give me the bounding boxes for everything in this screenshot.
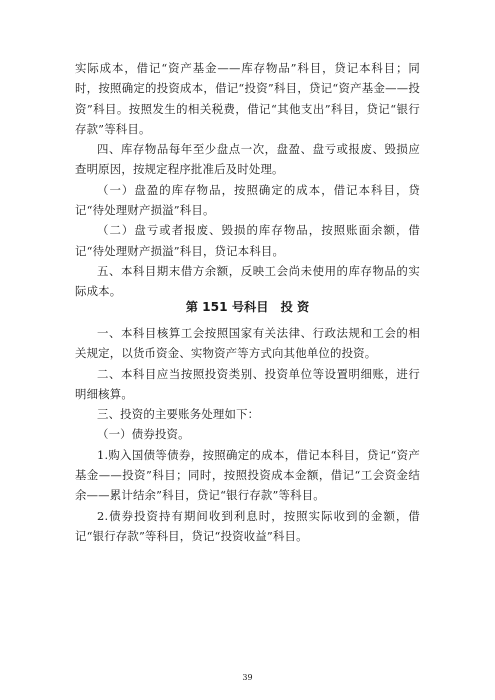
paragraph-scope: 一、本科目核算工会按照国家有关法律、行政法规和工会的相关规定，以货币资金、实物资产等方式向其他单位的投资。 <box>75 326 420 361</box>
paragraph-inventory-surplus: （一）盘盈的库存物品，按照确定的成本，借记本科目，贷记“待处理财产损溢”科目。 <box>75 182 420 218</box>
paragraph-inventory-loss: （二）盘亏或者报废、毁损的库存物品，按照账面余额，借记“待处理财产损溢”科目，贷记本科目。 <box>75 223 420 258</box>
paragraph-bond-investment: （一）债券投资。 <box>97 427 190 442</box>
paragraph-bond-purchase: 1.购入国债等债券，按照确定的成本，借记本科目，贷记“资产基金——投资”科目；同时，按照投资成本金额，借记“工会资金结余——累计结余”科目，贷记“银行存款”等科目。 <box>75 447 420 503</box>
paragraph-inventory-check: 四、库存物品每年至少盘点一次，盘盈、盘亏或报废、毁损应查明原因，按规定程序批准后及时处理。 <box>75 142 420 177</box>
page-number: 39 <box>242 673 253 682</box>
section-title: 第 151 号科目 投 资 <box>185 300 310 314</box>
paragraph-continuation: 实际成本，借记“资产基金——库存物品”科目，贷记本科目；同时，按照确定的投资成本，借记“投资”科目，贷记“资产基金——投资”科目。按照发生的相关税费，借记“其他支出”科目，贷记“银行存款”等科目。 <box>75 61 420 136</box>
paragraph-period-end-balance: 五、本科目期末借方余额，反映工会尚未使用的库存物品的实际成本。 <box>75 263 420 299</box>
text-block-bottom <box>75 323 420 546</box>
paragraph-bond-interest: 2.债券投资持有期间收到利息时，按照实际收到的金额，借记“银行存款”等科目，贷记“投资收益”科目。 <box>75 508 420 543</box>
text-block-top <box>75 58 420 302</box>
paragraph-main-entries: 三、投资的主要账务处理如下： <box>97 407 260 422</box>
paragraph-detail-accounts: 二、本科目应当按照投资类别、投资单位等设置明细账，进行明细核算。 <box>75 366 420 401</box>
